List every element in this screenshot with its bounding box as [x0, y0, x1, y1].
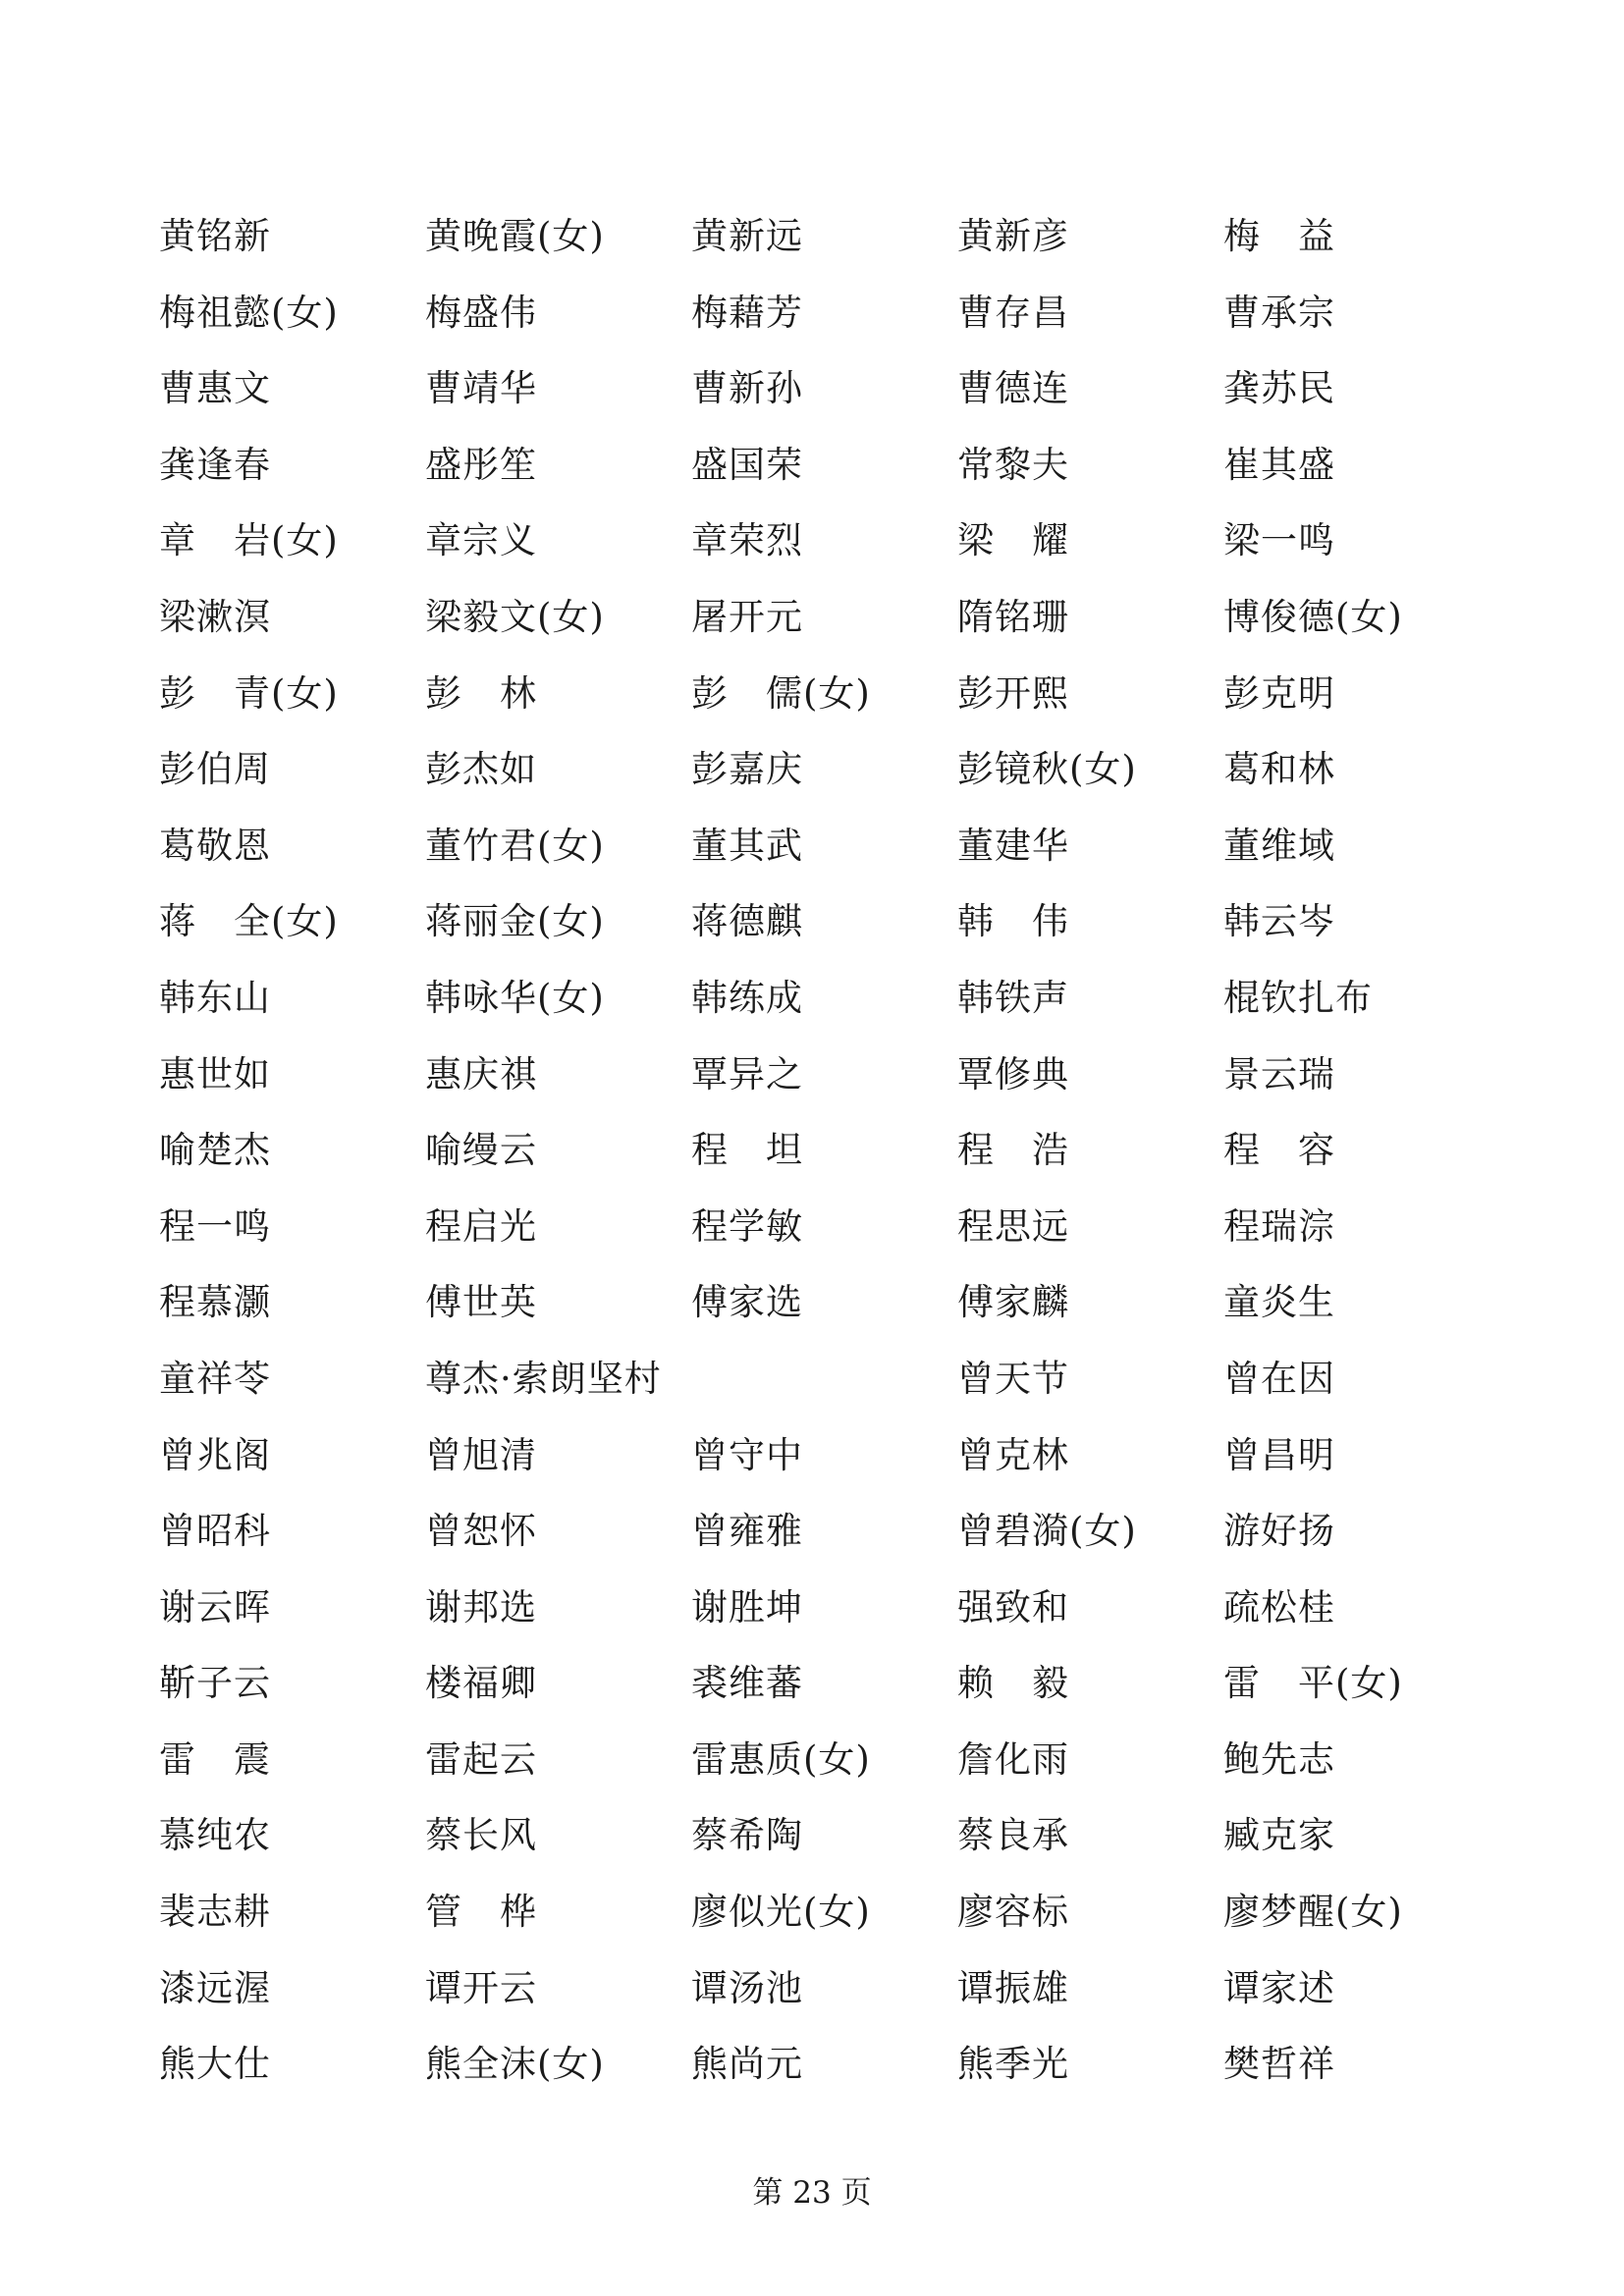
- name-entry: 曹德连: [957, 367, 1069, 410]
- name-row: [159, 735, 1465, 812]
- name-entry: 程学敏: [691, 1204, 803, 1248]
- name-entry: 傅世英: [425, 1281, 537, 1324]
- name-entry: 蔡良承: [957, 1814, 1069, 1857]
- name-entry: 韩咏华(女): [425, 976, 605, 1019]
- name-entry: 彭伯周: [159, 748, 271, 791]
- name-entry: 彭杰如: [425, 748, 537, 791]
- name-entry: 黄新远: [691, 215, 803, 257]
- name-entry: 龚苏民: [1223, 367, 1335, 410]
- name-entry: 梅盛伟: [425, 291, 537, 334]
- name-entry: 盛彤笙: [425, 443, 537, 486]
- name-entry: 盛国荣: [691, 443, 803, 486]
- name-row: [159, 202, 1465, 279]
- name-entry: 章荣烈: [691, 519, 803, 562]
- name-entry: 常黎夫: [957, 443, 1069, 486]
- name-entry: 曹靖华: [425, 367, 537, 410]
- name-entry: 程一鸣: [159, 1204, 271, 1248]
- name-entry: 覃修典: [957, 1052, 1069, 1095]
- name-entry: 强致和: [957, 1585, 1069, 1629]
- name-entry: 董维域: [1223, 824, 1335, 867]
- name-entry: 靳子云: [159, 1662, 271, 1705]
- name-row: [159, 1421, 1465, 1498]
- name-entry: 曾昭科: [159, 1510, 271, 1553]
- name-row: [159, 1268, 1465, 1345]
- name-entry: 彭开熙: [957, 671, 1069, 715]
- name-entry: 程 浩: [957, 1129, 1069, 1172]
- name-entry: 曹承宗: [1223, 291, 1335, 334]
- name-entry: 程启光: [425, 1204, 537, 1248]
- name-entry: 惠庆祺: [425, 1052, 537, 1095]
- name-entry: 隋铭珊: [957, 595, 1069, 638]
- name-entry: 屠开元: [691, 595, 803, 638]
- name-entry: 曾碧漪(女): [957, 1510, 1137, 1553]
- name-entry: 谢云晖: [159, 1585, 271, 1629]
- name-row: [159, 1497, 1465, 1574]
- name-entry: 梁毅文(女): [425, 595, 605, 638]
- name-entry: 蒋 全(女): [159, 900, 339, 943]
- name-entry: 喻缦云: [425, 1129, 537, 1172]
- name-row: [159, 1193, 1465, 1269]
- name-entry: 曾天节: [957, 1357, 1069, 1400]
- name-row: [159, 1116, 1465, 1193]
- name-row: [159, 1649, 1465, 1726]
- name-entry: 程慕灏: [159, 1281, 271, 1324]
- name-entry: 童祥苓: [159, 1357, 271, 1400]
- name-row: [159, 2030, 1465, 2107]
- name-entry: 曾在因: [1223, 1357, 1335, 1400]
- name-entry: 谭汤池: [691, 1966, 803, 2009]
- name-entry: 廖梦醒(女): [1223, 1891, 1403, 1934]
- name-entry: 梁 耀: [957, 519, 1069, 562]
- name-entry: 谭家述: [1223, 1966, 1335, 2009]
- name-entry: 雷惠质(女): [691, 1737, 871, 1781]
- name-entry: 童炎生: [1223, 1281, 1335, 1324]
- name-row: [159, 1726, 1465, 1802]
- name-entry: 熊尚元: [691, 2043, 803, 2086]
- name-entry: 臧克家: [1223, 1814, 1335, 1857]
- name-entry: 彭克明: [1223, 671, 1335, 715]
- name-entry: 漆远渥: [159, 1966, 271, 2009]
- name-entry: 程思远: [957, 1204, 1069, 1248]
- name-entry: 慕纯农: [159, 1814, 271, 1857]
- name-row: [159, 812, 1465, 888]
- name-entry: 彭 青(女): [159, 671, 339, 715]
- name-entry: 董其武: [691, 824, 803, 867]
- name-entry: 傅家麟: [957, 1281, 1069, 1324]
- name-row: [159, 1801, 1465, 1878]
- name-entry: 雷起云: [425, 1737, 537, 1781]
- name-entry: 楼福卿: [425, 1662, 537, 1705]
- name-entry: 章 岩(女): [159, 519, 339, 562]
- name-entry: 梅藉芳: [691, 291, 803, 334]
- name-entry: 董建华: [957, 824, 1069, 867]
- name-entry: 梁漱溟: [159, 595, 271, 638]
- name-entry: 彭嘉庆: [691, 748, 803, 791]
- name-entry: 黄晚霞(女): [425, 215, 605, 257]
- name-entry: 曾昌明: [1223, 1433, 1335, 1476]
- name-entry: 裴志耕: [159, 1891, 271, 1934]
- name-entry: 葛和林: [1223, 748, 1335, 791]
- name-entry: 黄新彦: [957, 215, 1069, 257]
- name-entry: 蔡长风: [425, 1814, 537, 1857]
- name-entry: 棍钦扎布: [1223, 976, 1373, 1019]
- name-row: [159, 1574, 1465, 1650]
- name-entry: 樊哲祥: [1223, 2043, 1335, 2086]
- name-entry: 尊杰·索朗坚村: [425, 1357, 662, 1400]
- name-entry: 梁一鸣: [1223, 519, 1335, 562]
- name-entry: 詹化雨: [957, 1737, 1069, 1781]
- name-entry: 韩铁声: [957, 976, 1069, 1019]
- name-entry: 董竹君(女): [425, 824, 605, 867]
- name-entry: 曾恕怀: [425, 1510, 537, 1553]
- name-entry: 韩云岑: [1223, 900, 1335, 943]
- name-entry: 曾旭清: [425, 1433, 537, 1476]
- name-entry: 曹存昌: [957, 291, 1069, 334]
- name-entry: 景云瑞: [1223, 1052, 1335, 1095]
- page-number: 第 23 页: [752, 2175, 872, 2211]
- name-entry: 覃异之: [691, 1052, 803, 1095]
- name-entry: 韩东山: [159, 976, 271, 1019]
- name-entry: 葛敬恩: [159, 824, 271, 867]
- name-entry: 蔡希陶: [691, 1814, 803, 1857]
- name-entry: 曾兆阁: [159, 1433, 271, 1476]
- name-row: [159, 507, 1465, 583]
- name-entry: 鲍先志: [1223, 1737, 1335, 1781]
- name-entry: 曹新孙: [691, 367, 803, 410]
- name-entry: 谭开云: [425, 1966, 537, 2009]
- name-entry: 谢邦选: [425, 1585, 537, 1629]
- name-entry: 程 坦: [691, 1129, 803, 1172]
- name-entry: 梅祖懿(女): [159, 291, 339, 334]
- name-entry: 蒋德麒: [691, 900, 803, 943]
- name-row: [159, 279, 1465, 355]
- name-entry: 谢胜坤: [691, 1585, 803, 1629]
- name-entry: 谭振雄: [957, 1966, 1069, 2009]
- name-entry: 熊大仕: [159, 2043, 271, 2086]
- name-row: [159, 1878, 1465, 1954]
- name-entry: 雷 平(女): [1223, 1662, 1403, 1705]
- name-entry: 彭 儒(女): [691, 671, 871, 715]
- name-entry: 管 桦: [425, 1891, 537, 1934]
- name-entry: 韩 伟: [957, 900, 1069, 943]
- name-entry: 梅 益: [1223, 215, 1335, 257]
- name-entry: 熊全沫(女): [425, 2043, 605, 2086]
- name-entry: 傅家选: [691, 1281, 803, 1324]
- name-row: [159, 1041, 1465, 1117]
- name-entry: 喻楚杰: [159, 1129, 271, 1172]
- name-entry: 曾克林: [957, 1433, 1069, 1476]
- name-entry: 程 容: [1223, 1129, 1335, 1172]
- name-list: [159, 202, 1465, 2107]
- name-row: [159, 583, 1465, 660]
- name-entry: 韩练成: [691, 976, 803, 1019]
- name-entry: 彭 林: [425, 671, 537, 715]
- name-entry: 游好扬: [1223, 1510, 1335, 1553]
- name-entry: 彭镜秋(女): [957, 748, 1137, 791]
- name-row: [159, 887, 1465, 964]
- name-entry: 疏松桂: [1223, 1585, 1335, 1629]
- name-row: [159, 354, 1465, 431]
- name-entry: 廖似光(女): [691, 1891, 871, 1934]
- name-entry: 赖 毅: [957, 1662, 1069, 1705]
- name-row: [159, 431, 1465, 507]
- name-entry: 惠世如: [159, 1052, 271, 1095]
- name-entry: 崔其盛: [1223, 443, 1335, 486]
- name-entry: 曾守中: [691, 1433, 803, 1476]
- name-entry: 裘维蕃: [691, 1662, 803, 1705]
- name-row: [159, 1954, 1465, 2031]
- name-entry: 程瑞淙: [1223, 1204, 1335, 1248]
- name-entry: 蒋丽金(女): [425, 900, 605, 943]
- name-entry: 章宗义: [425, 519, 537, 562]
- name-entry: 雷 震: [159, 1737, 271, 1781]
- name-row: [159, 1345, 1465, 1421]
- name-entry: 龚逢春: [159, 443, 271, 486]
- name-entry: 熊季光: [957, 2043, 1069, 2086]
- name-entry: 曹惠文: [159, 367, 271, 410]
- name-entry: 曾雍雅: [691, 1510, 803, 1553]
- name-row: [159, 964, 1465, 1041]
- name-entry: 廖容标: [957, 1891, 1069, 1934]
- name-entry: 博俊德(女): [1223, 595, 1403, 638]
- name-row: [159, 660, 1465, 736]
- name-entry: 黄铭新: [159, 215, 271, 257]
